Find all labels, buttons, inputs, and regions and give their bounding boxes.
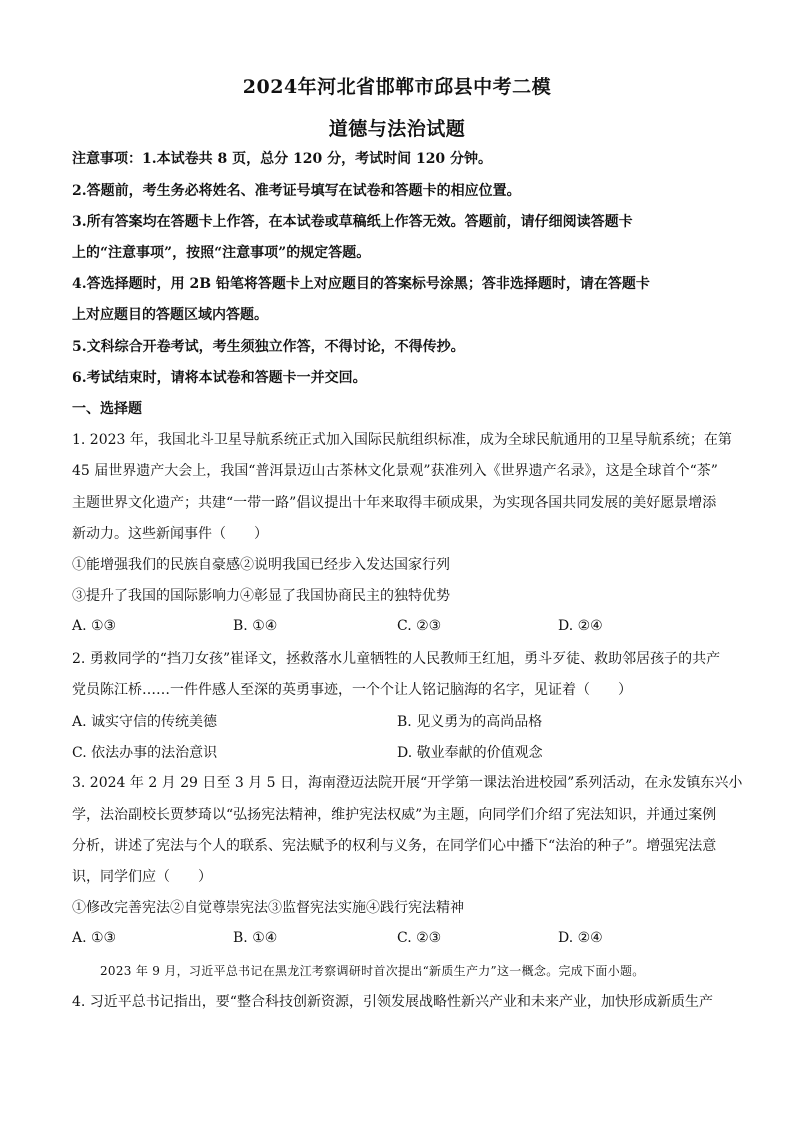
note-line: 注意事项：1.本试卷共 8 页，总分 120 分，考试时间 120 分钟。: [72, 151, 493, 167]
question-1-statement: ③提升了我国的国际影响力④彰显了我国协商民主的独特优势: [72, 588, 450, 604]
question-3-option-b: B. ①④: [233, 930, 278, 946]
question-1-line: 新动力。这些新闻事件（ ）: [72, 526, 268, 542]
question-3-option-c: C. ②③: [397, 930, 442, 946]
question-1-line: 1. 2023 年，我国北斗卫星导航系统正式加入国际民航组织标准，成为全球民航通用的卫星导航系统；在第: [72, 432, 732, 448]
question-2-line: 2. 勇救同学的“挡刀女孩”崔译文，拯救落水儿童牺牲的人民教师王红旭，勇斗歹徒、救助邻居孩子的共产: [72, 651, 721, 667]
question-2-option-b: B. 见义勇为的高尚品格: [397, 714, 543, 730]
note-line: 4.答选择题时，用 2B 铅笔将答题卡上对应题目的答案标号涂黑；答非选择题时，请在答题卡: [72, 276, 650, 292]
question-1-option-a: A. ①③: [72, 618, 117, 634]
question-2-option-a: A. 诚实守信的传统美德: [72, 714, 218, 730]
question-1-line: 45 届世界遗产大会上，我国“普洱景迈山古茶林文化景观”获准列入《世界遗产名录》，这是全球首个“茶”: [72, 463, 718, 479]
question-2-option-d: D. 敬业奉献的价值观念: [397, 745, 543, 761]
page-title: 2024年河北省邯郸市邱县中考二模: [242, 76, 552, 98]
question-3-option-d: D. ②④: [558, 930, 603, 946]
note-line: 3.所有答案均在答题卡上作答，在本试卷或草稿纸上作答无效。答题前，请仔细阅读答题卡: [72, 214, 633, 230]
question-1-statement: ①能增强我们的民族自豪感②说明我国已经步入发达国家行列: [72, 557, 450, 573]
question-2-line: 党员陈江桥……一件件感人至深的英勇事迹，一个个让人铭记脑海的名字，见证着（ ）: [72, 682, 632, 698]
question-3-line: 识，同学们应（ ）: [72, 869, 212, 885]
question-3-line: 分析，讲述了宪法与个人的联系、宪法赋予的权利与义务，在同学们心中播下“法治的种子”。增强宪法意: [72, 838, 717, 854]
question-3-statement: ①修改完善宪法②自觉尊崇宪法③监督宪法实施④践行宪法精神: [72, 900, 464, 916]
question-3-option-a: A. ①③: [72, 930, 117, 946]
question-3-line: 学，法治副校长贾梦琦以“弘扬宪法精神，维护宪法权威”为主题，向同学们介绍了宪法知识，并通过案例: [72, 807, 717, 823]
section-heading: 一、选择题: [72, 401, 142, 417]
note-line: 5.文科综合开卷考试，考生须独立作答，不得讨论，不得传抄。: [72, 339, 465, 355]
note-line: 上的“注意事项”，按照“注意事项”的规定答题。: [72, 245, 371, 261]
question-1-option-d: D. ②④: [558, 618, 603, 634]
question-1-line: 主题世界文化遗产；共建“一带一路”倡议提出十年来取得丰硕成果，为实现各国共同发展的美好愿景增添: [72, 495, 717, 511]
question-4-line: 4. 习近平总书记指出，要“整合科技创新资源，引领发展战略性新兴产业和未来产业，加快形成新质生产: [72, 994, 713, 1010]
note-line: 6.考试结束时，请将本试卷和答题卡一并交回。: [72, 370, 367, 386]
page-subtitle: 道德与法治试题: [328, 118, 466, 140]
note-line: 上对应题目的答题区域内答题。: [72, 307, 268, 323]
question-1-option-b: B. ①④: [233, 618, 278, 634]
note-line: 2.答题前，考生务必将姓名、准考证号填写在试卷和答题卡的相应位置。: [72, 183, 521, 199]
question-3-line: 3. 2024 年 2 月 29 日至 3 月 5 日，海南澄迈法院开展“开学第一课法治进校园”系列活动，在永发镇东兴小: [72, 775, 743, 791]
question-1-option-c: C. ②③: [397, 618, 442, 634]
question-group-intro: 2023 年 9 月，习近平总书记在黑龙江考察调研时首次提出“新质生产力”这一概念。完成下面小题。: [100, 964, 645, 978]
question-2-option-c: C. 依法办事的法治意识: [72, 745, 218, 761]
